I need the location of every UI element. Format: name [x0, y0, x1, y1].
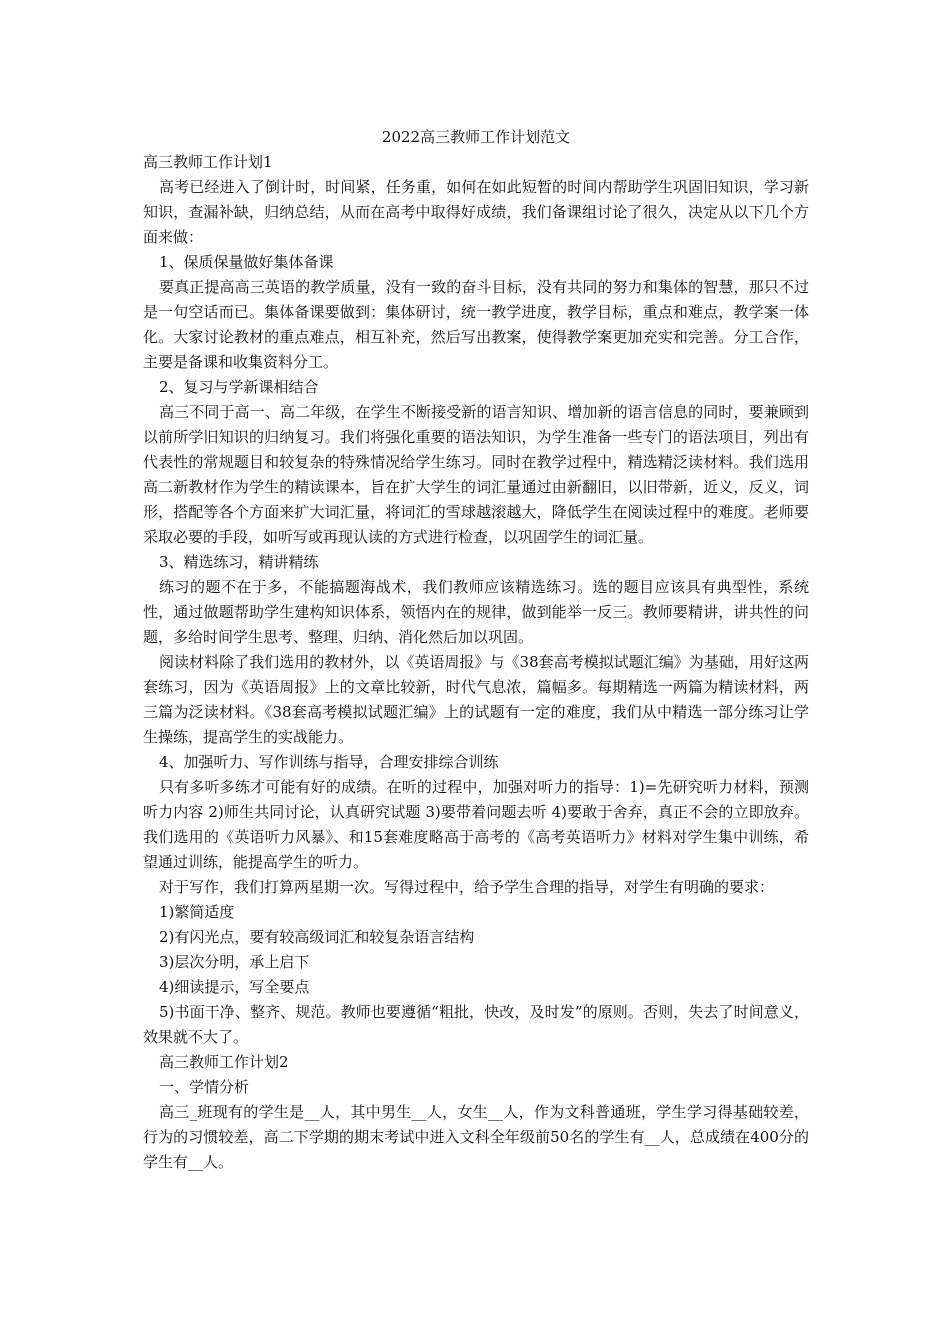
- paragraph: 只有多听多练才可能有好的成绩。在听的过程中，加强对听力的指导：1)=先研究听力材料，预测听力内容 2)师生共同讨论，认真研究试题 3)要带着问题去听 4)要敢于舍弃，真正不会的立即放弃。我们选用的《英语听力风暴》、和15套难度略高于高考的《高考英语听力》材料对学生集中训练，希望通过训练，能提高学生的听力。: [143, 778, 809, 871]
- paragraph: 5)书面干净、整齐、规范。教师也要遵循“粗批，快改，及时发”的原则。否则，失去了时间意义，效果就不大了。: [143, 1003, 809, 1046]
- paragraph: 对于写作，我们打算两星期一次。写得过程中，给予学生合理的指导，对学生有明确的要求：: [159, 878, 775, 896]
- document-title: 2022高三教师工作计划范文: [381, 128, 571, 146]
- paragraph: 高考已经进入了倒计时，时间紧，任务重，如何在如此短暂的时间内帮助学生巩固旧知识，学习新知识，查漏补缺，归纳总结，从而在高考中取得好成绩，我们备课组讨论了很久，决定从以下几个方面来做：: [143, 178, 809, 246]
- document-page: [143, 124, 809, 1175]
- paragraph: 3)层次分明，承上启下: [159, 953, 310, 971]
- paragraph: 高三教师工作计划2: [159, 1053, 289, 1071]
- paragraph: 1、保质保量做好集体备课: [159, 253, 334, 271]
- paragraph: 要真正提高高三英语的教学质量，没有一致的奋斗目标，没有共同的努力和集体的智慧，那只不过是一句空话而已。集体备课要做到：集体研讨，统一教学进度，教学目标，重点和难点，教学案一体化。大家讨论教材的重点难点，相互补充，然后写出教案，使得教学案更加充实和完善。分工合作，主要是备课和收集资料分工。: [143, 278, 809, 371]
- paragraph: 高三_班现有的学生是__人，其中男生__人，女生__人，作为文科普通班，学生学习得基础较差，行为的习惯较差，高二下学期的期末考试中进入文科全年级前50名的学生有__人，总成绩在400分的学生有__人。: [143, 1103, 809, 1171]
- paragraph: 一、学情分析: [159, 1078, 250, 1096]
- paragraph: 阅读材料除了我们选用的教材外，以《英语周报》与《38套高考模拟试题汇编》为基础，用好这两套练习，因为《英语周报》上的文章比较新，时代气息浓，篇幅多。每期精选一两篇为精读材料，两三篇为泛读材料。《38套高考模拟试题汇编》上的试题有一定的难度，我们从中精选一部分练习让学生操练，提高学生的实战能力。: [143, 653, 809, 746]
- document-body: [143, 150, 809, 1175]
- paragraph: 高三不同于高一、高二年级，在学生不断接受新的语言知识、增加新的语言信息的同时，要兼顾到以前所学旧知识的归纳复习。我们将强化重要的语法知识，为学生准备一些专门的语法项目，列出有代表性的常规题目和较复杂的特殊情况给学生练习。同时在教学过程中，精选精泛读材料。我们选用高二新教材作为学生的精读课本，旨在扩大学生的词汇量通过由新翻旧，以旧带新，近义，反义，词形，搭配等各个方面来扩大词汇量，将词汇的雪球越滚越大，降低学生在阅读过程中的难度。老师要采取必要的手段，如听写或再现认读的方式进行检查，以巩固学生的词汇量。: [143, 403, 809, 546]
- paragraph: 1)繁简适度: [159, 903, 235, 921]
- paragraph: 3、精选练习，精讲精练: [159, 553, 319, 571]
- paragraph: 2)有闪光点，要有较高级词汇和较复杂语言结构: [159, 928, 475, 946]
- paragraph: 练习的题不在于多，不能搞题海战术，我们教师应该精选练习。选的题目应该具有典型性，系统性，通过做题帮助学生建构知识体系，领悟内在的规律，做到能举一反三。教师要精讲，讲共性的问题，多给时间学生思考、整理、归纳、消化然后加以巩固。: [143, 578, 809, 646]
- paragraph: 2、复习与学新课相结合: [159, 378, 319, 396]
- paragraph: 高三教师工作计划1: [143, 153, 273, 171]
- paragraph: 4、加强听力、写作训练与指导，合理安排综合训练: [159, 753, 499, 771]
- paragraph: 4)细读提示，写全要点: [159, 978, 310, 996]
